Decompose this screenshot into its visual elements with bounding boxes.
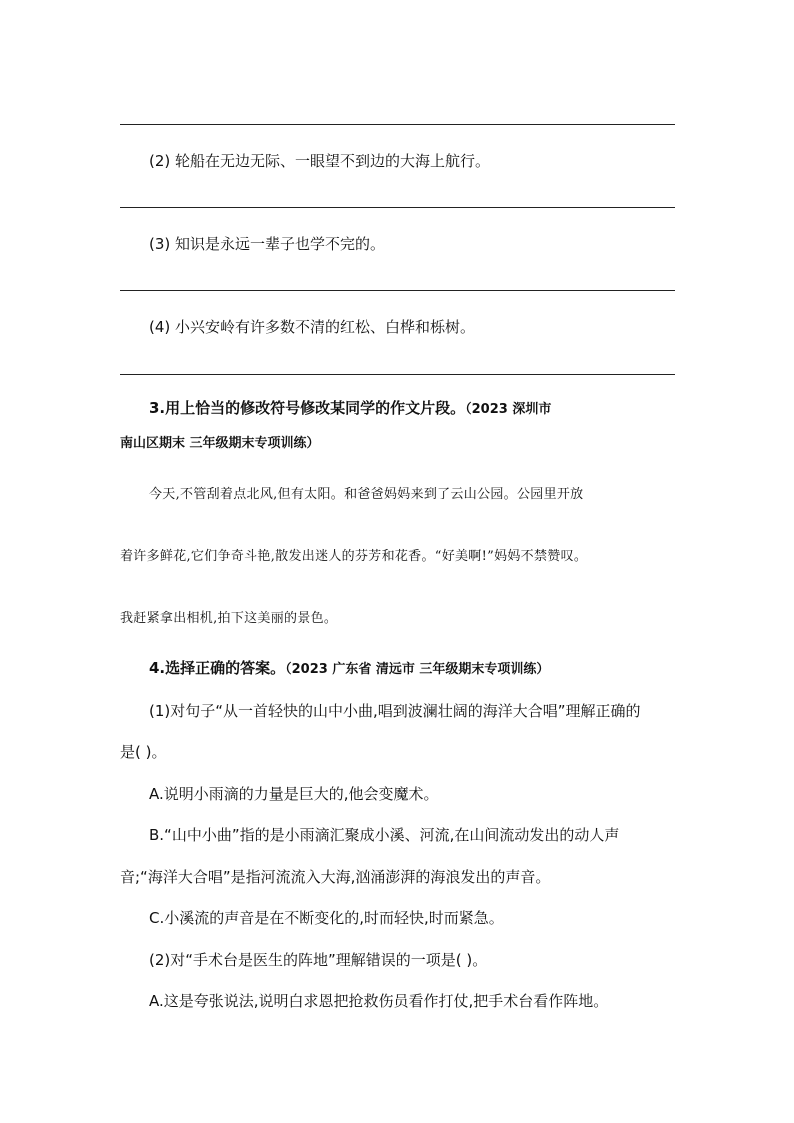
q4-sub2-option-a: A.这是夸张说法,说明白求恩把抢救伤员看作打仗,把手术台看作阵地。 — [149, 992, 609, 1010]
q3-heading: 3.用上恰当的修改符号修改某同学的作文片段。 — [149, 399, 466, 417]
q3-passage-line-1: 今天,不管刮着点北风,但有太阳。和爸爸妈妈来到了云山公园。公园里开放 — [149, 487, 584, 502]
q3-heading-line2 — [120, 431, 320, 455]
q4-source: （2023 广东省 清远市 三年级期末专项训练） — [285, 662, 550, 677]
q2-item-4: (4) 小兴安岭有许多数不清的红松、白桦和栎树。 — [149, 318, 476, 336]
answer-line-1 — [120, 124, 675, 125]
q4-sub1-option-b-line-1: B.“山中小曲”指的是小雨滴汇聚成小溪、河流,在山间流动发出的动人声 — [149, 826, 620, 844]
answer-line-4 — [120, 374, 675, 375]
q4-heading: 4.选择正确的答案。 — [149, 659, 286, 677]
q4-sub1-option-b-line-2: 音;“海洋大合唱”是指河流流入大海,汹涌澎湃的海浪发出的声音。 — [120, 868, 551, 886]
q3-source-a: （2023 深圳市 — [465, 402, 552, 417]
q3-passage-line-2: 着许多鲜花,它们争奇斗艳,散发出迷人的芬芳和花香。“好美啊!”妈妈不禁赞叹。 — [120, 549, 588, 564]
q3-heading-line1 — [149, 397, 551, 421]
q3-source-b: 南山区期末 三年级期末专项训练） — [120, 436, 320, 451]
q4-sub1-line-2: 是( )。 — [120, 743, 167, 761]
q2-item-2: (2) 轮船在无边无际、一眼望不到边的大海上航行。 — [149, 152, 491, 170]
q4-sub1-option-c: C.小溪流的声音是在不断变化的,时而轻快,时而紧急。 — [149, 909, 504, 927]
q4-heading-line — [149, 657, 549, 681]
answer-line-2 — [120, 207, 675, 208]
q4-sub1-option-a: A.说明小雨滴的力量是巨大的,他会变魔术。 — [149, 785, 439, 803]
q4-sub2-line-1: (2)对“手术台是医生的阵地”理解错误的一项是( )。 — [149, 951, 488, 969]
q2-item-3: (3) 知识是永远一辈子也学不完的。 — [149, 235, 386, 253]
q4-sub1-line-1: (1)对句子“从一首轻快的山中小曲,唱到波澜壮阔的海洋大合唱”理解正确的 — [149, 702, 641, 720]
answer-line-3 — [120, 290, 675, 291]
q3-passage-line-3: 我赶紧拿出相机,拍下这美丽的景色。 — [120, 611, 338, 626]
